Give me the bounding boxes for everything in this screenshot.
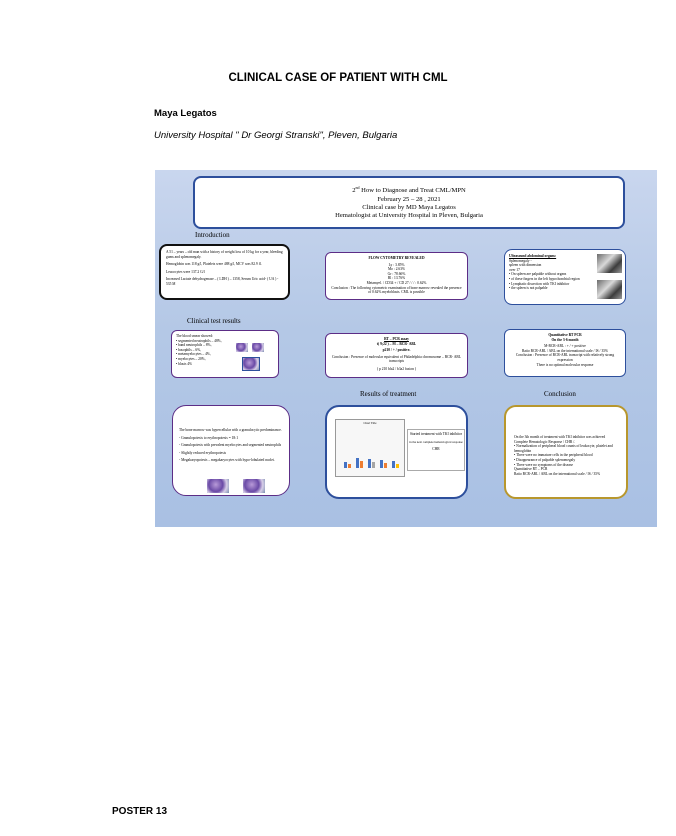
conclusion-line: • There were no immature cells in the peripheral blood [514,453,593,458]
flow-line: Gr : 78.66% [387,271,406,276]
chart-bar [368,459,371,468]
header-line1: 2nd How to Diagnose and Treat CML/MPN [352,185,466,195]
marrow-line: - Granulopoiesis with prevalent myelocytes and segmented neutrophils [179,443,282,448]
smear-list-item: • metamyelocytes – 4%, [176,352,211,357]
qpcr-line: There is no optimal molecular response [536,362,594,367]
marrow-image [207,479,229,493]
poster-number: POSTER 13 [112,806,168,817]
ultrasound-line: • Lymphatic dissection with TKI inhibitor [509,281,570,286]
conclusion-line: • Disappearance of palpable splenomegaly [514,457,576,462]
chart-bar [384,463,387,468]
chart-title: Chart Title [363,421,377,425]
flow-line: Bl : 13.76% [387,276,406,281]
chart-bar [344,462,347,468]
qpcr-subtitle: On the 3-6 month [551,337,579,342]
marrow-line: - Granulopoiesis to erythropoiesis = 18:1 [179,435,239,440]
qpcr-title: Quantitative RT PCR [548,333,582,337]
treatment-results-box [325,405,468,499]
smear-image [242,357,260,371]
conclusion-line: Ratio BCR-ABL / ABL on the international scale / IS / 35% [514,471,601,476]
ultrasound-box [504,249,626,305]
marrow-line: The bone marrow was hypercellular with a granulocytic predominance. [179,428,282,432]
pcr-conclusion: Conclusion : Presence of molecular equivalent of Philadelphia chromosome – BCR- ABL transcripts [331,354,462,364]
blood-smear-box [171,330,279,378]
smear-list-item: • segmented neutrophils – 48%, [176,338,222,343]
intro-text-1: A 51 – years – old man with a history of weight loss of 10 kg for a year, bleeding gums and splenomegaly. [166,250,283,259]
chart-bar [396,464,399,468]
smear-list-item: • blasts 4% [176,361,193,366]
flow-conclusion: Conclusion : The following cytometric examination of bone marrow revealed the presence of 0.62% myeloblasts. CML is possible [331,285,462,295]
smear-list-item: • basophils – 6%, [176,347,202,352]
page-title: CLINICAL CASE OF PATIENT WITH CML [228,72,448,84]
marrow-image [243,479,265,493]
flow-line: Mo : 2.63% [387,267,406,272]
flow-line: Ly : 3.85% [388,262,405,267]
qpcr-line: Conclusion : Presence of BCR-ABL transcript with relatively strong expression [515,353,615,362]
section-conclusion: Conclusion [544,390,576,398]
flow-title: FLOW CYTOMETRY REVEALED [368,256,425,260]
conclusion-line: • There were no symptoms of the disease [514,462,573,467]
intro-text-3: Leucocytes were 137.2 G/l [166,269,205,274]
conclusion-line: On the 3th month of treatment with TKI inhibitor was achieved Complete Hematologic Response / CHR /. [514,435,606,444]
header-line3: Clinical case by MD Maya Legatos [362,204,456,211]
pcr-note: ( p 210 bla2 / b3a2 fusion ) [376,366,417,371]
ultrasound-line: Splenomegaly - [509,258,532,263]
header-line4: Hematologist at University Hospital in Pleven, Bulgaria [335,212,483,220]
conclusion-line: • Normalization of peripheral blood counts of leukocyte, platelet and hemoglobin [514,444,613,453]
smear-list [176,339,236,367]
ultrasound-line: • of these fingers in the left hypochondrial region [509,276,580,281]
smear-title: The blood smear showed: [176,334,214,338]
qpcr-line: Ratio BCR-ABL / ABL on the international scale / IS / 35% [521,348,609,353]
ultrasound-line: • On spleen are palpable without organs [509,272,567,277]
ultrasound-image-1 [597,254,622,273]
treatment-note [407,429,465,471]
pcr-line: p210 / + / positive. [382,348,411,353]
poster-image [155,170,657,527]
chart-bar [348,464,351,468]
section-clinical-tests: Clinical test results [187,317,241,325]
treatment-note-line: CHR [432,447,440,452]
affiliation: University Hospital " Dr Georgi Stranski", Pleven, Bulgaria [154,130,398,141]
section-results-treatment: Results of treatment [360,390,417,398]
smear-image [236,343,248,352]
treatment-note-line: Started treatment with TKI inhibitor [409,432,463,436]
bone-marrow-box [172,405,290,496]
pcr-line: t( 9;22 ) – M – BCR- ABL [376,341,417,346]
marrow-line: - Slightly reduced erythropoiesis [179,450,227,455]
marrow-line: - Megakaryopoiesis – megakaryocytes with hypo-lobulated nuclei. [179,458,275,463]
smear-list-item: • myelocytes – 20%, [176,356,206,361]
pcr-title: RT – PCR assay [384,337,409,341]
chart-bar [360,461,363,468]
quantitative-pcr-box [504,329,626,377]
intro-text-4: Increased Lactate dehydrogenase – ( LDH ) – 1358, Serum Uric acid- ( UA ) - 535 M [166,277,279,286]
section-introduction: Introduction [195,231,230,239]
ultrasound-line: spleen with dimension [509,263,542,268]
chart-bar [380,460,383,468]
chart-bar [392,461,395,468]
smear-image [252,343,264,352]
ultrasound-line: • the spleen is not palpable [509,286,548,291]
rt-pcr-box [325,333,468,378]
ultrasound-line: over 17 [509,267,520,272]
flow-line: Metamyel. / CD34 + / CD 27 / / / : 0.62% [366,280,427,285]
treatment-chart [335,419,405,477]
header-line2: February 25 – 28 , 2021 [377,195,441,203]
qpcr-line: M-BCR-ABL : + / + positive [544,344,586,349]
smear-list-item: • band neutrophils – 8%, [176,343,212,348]
author-name: Maya Legatos [154,108,217,119]
treatment-note-line: in the next complete hematological response [409,439,463,444]
chart-bar [372,462,375,468]
intro-text-2: Hemoglobin was 118 g/l, Platelets were 488 g/l, MCV was 82.9 fl. [166,262,262,267]
chart-bar [356,458,359,468]
flow-cytometry-box [325,252,468,300]
poster-header [193,176,625,229]
conclusion-box [504,405,628,499]
ultrasound-image-2 [597,280,622,299]
conclusion-line: Quantitative RT – PCR [514,467,548,472]
introduction-box [159,244,290,300]
ultrasound-title: Ultrasound abdominal organs: [509,254,557,258]
